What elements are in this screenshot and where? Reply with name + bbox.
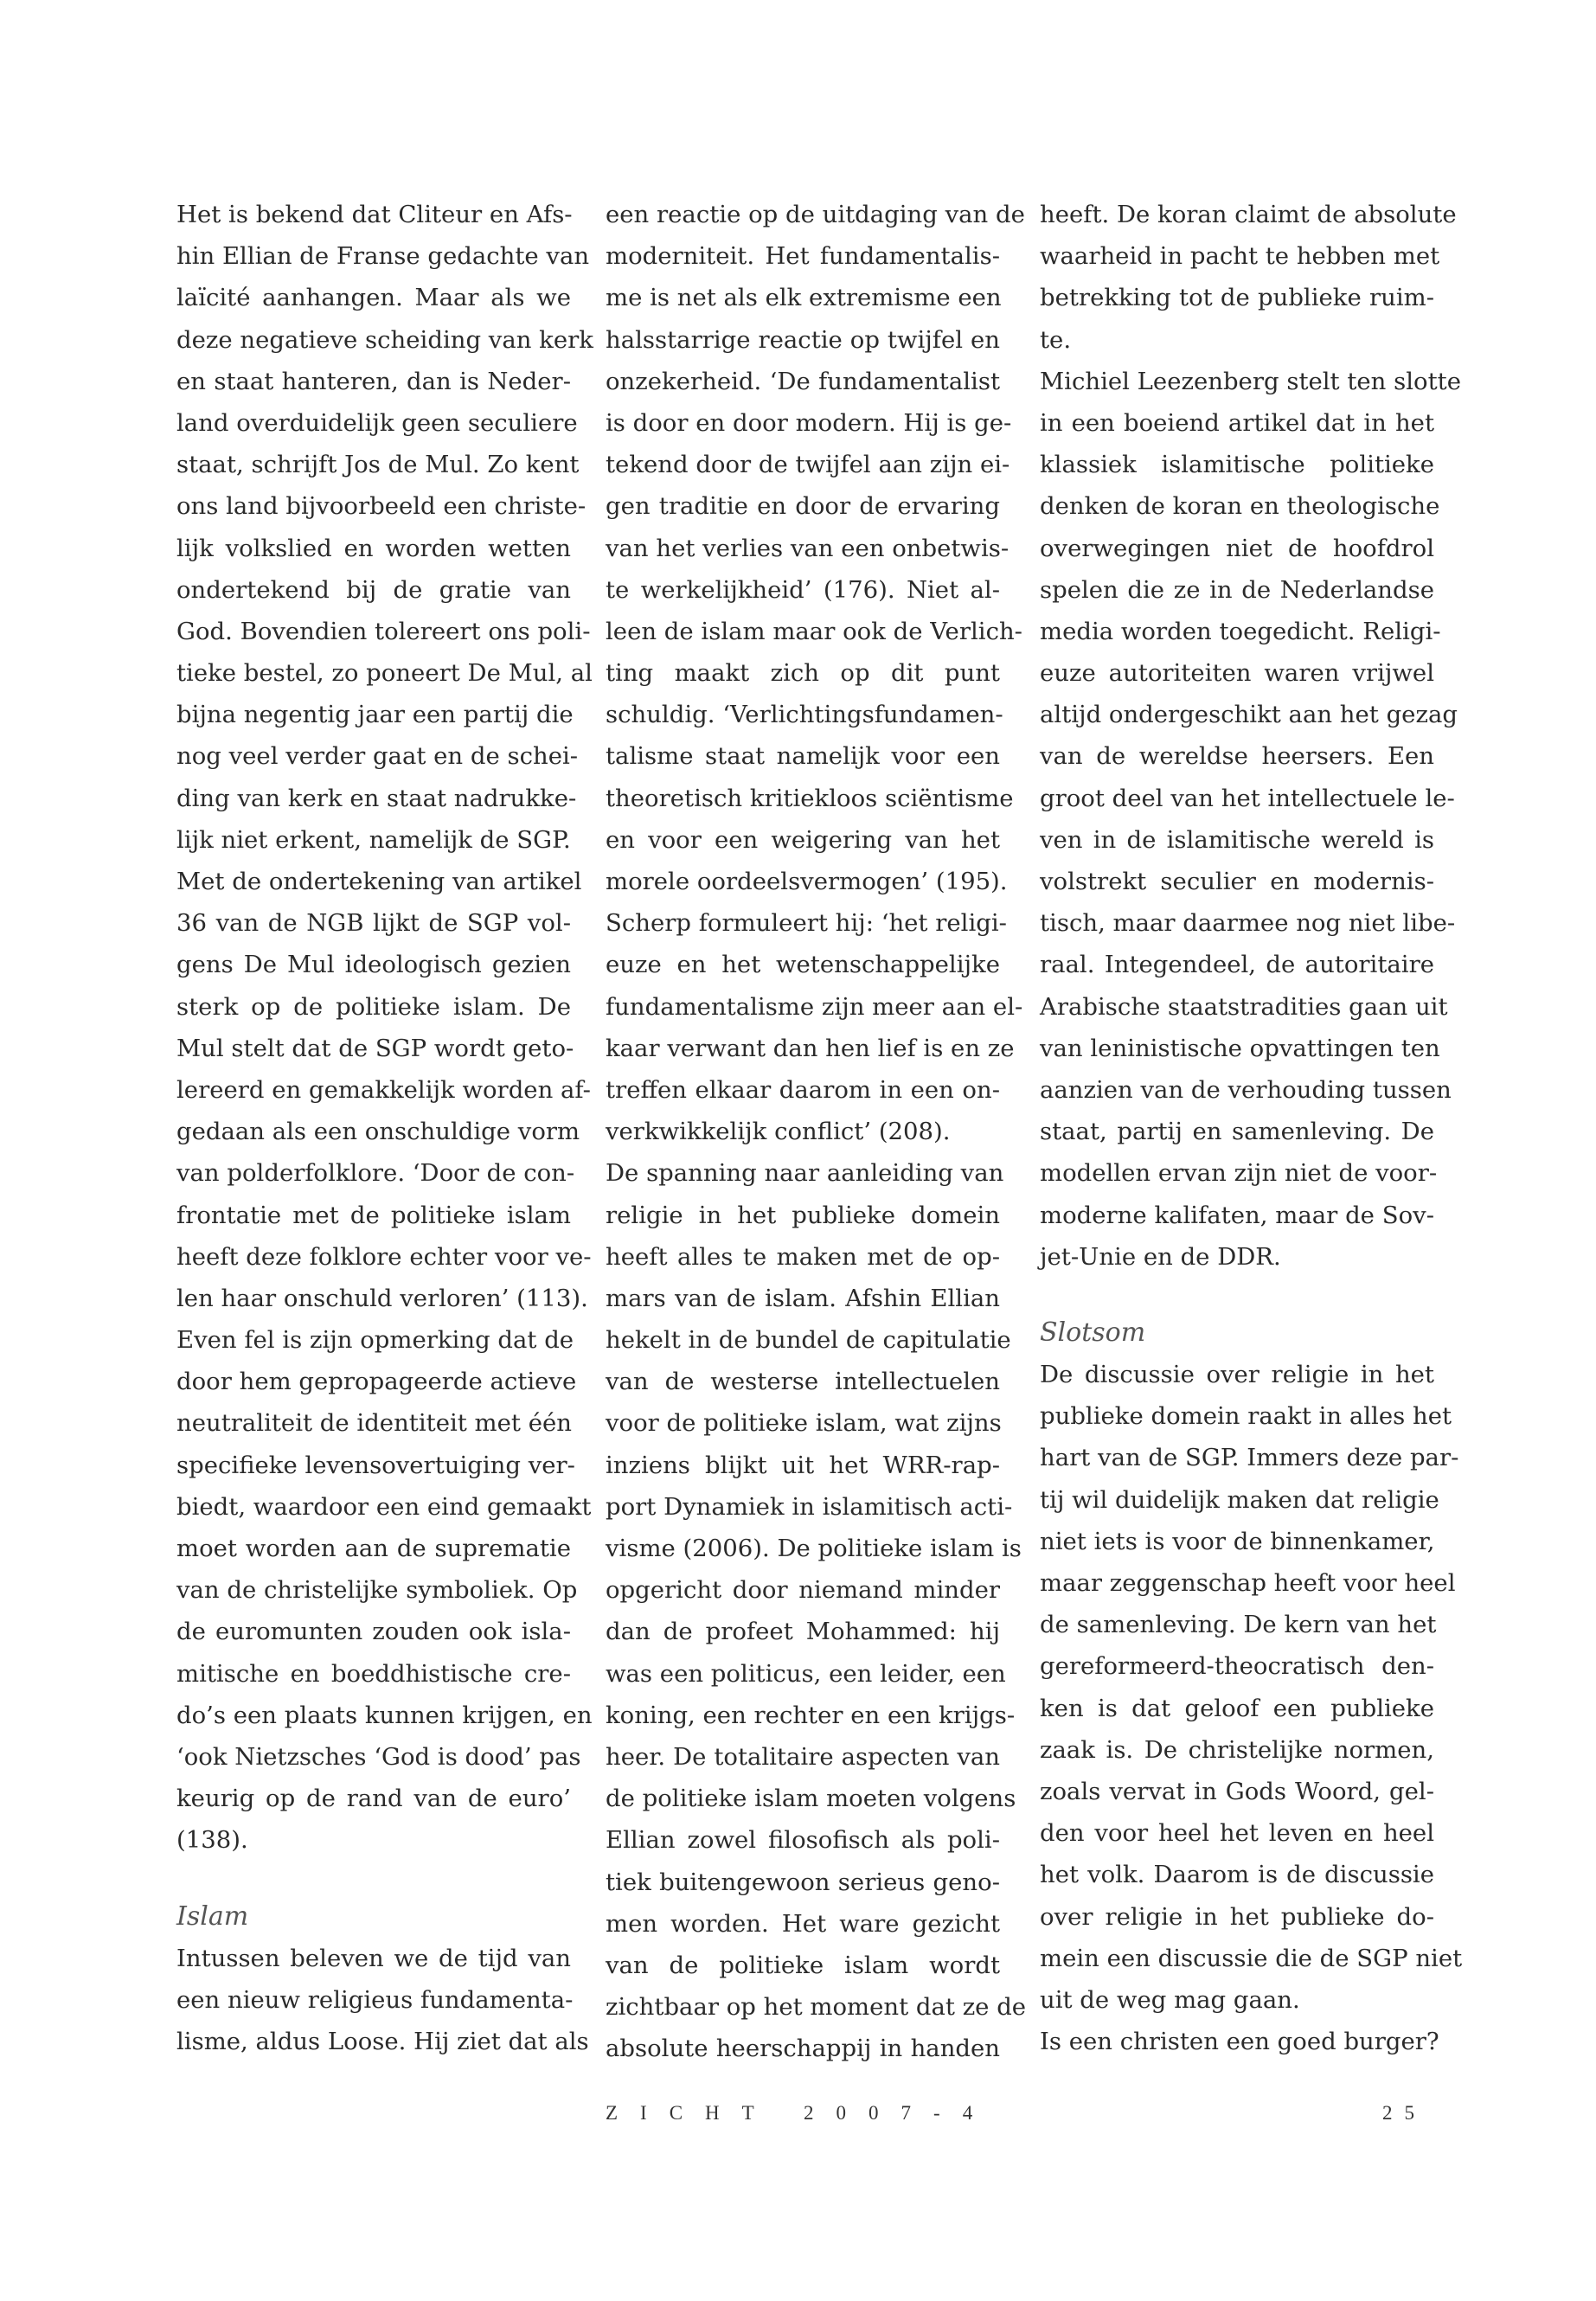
text-line: deze negatieve scheiding van kerk bbox=[176, 325, 593, 354]
text-line: heeft alles te maken met de op- bbox=[606, 1242, 1000, 1271]
paragraph bbox=[606, 1152, 1027, 2069]
text-line: Is een christen een goed burger? bbox=[1040, 2028, 1439, 2056]
text-line: ven in de islamitische wereld is bbox=[1040, 825, 1434, 854]
paragraph bbox=[176, 194, 593, 861]
text-line: van de christelijke symboliek. Op bbox=[176, 1576, 578, 1605]
text-line: te werkelijkheid’ (176). Niet al- bbox=[606, 575, 1000, 604]
text-line: van leninistische opvattingen ten bbox=[1040, 1034, 1440, 1062]
text-line: ondertekend bij de gratie van bbox=[176, 575, 571, 604]
text-line: over religie in het publieke do- bbox=[1040, 1902, 1434, 1931]
text-line: van het verlies van een onbetwis- bbox=[606, 534, 1010, 562]
text-line: lereerd en gemakkelijk worden af- bbox=[176, 1075, 591, 1104]
text-line: jet-Unie en de DDR. bbox=[1040, 1242, 1281, 1271]
text-line: onzekerheid. ‘De fundamentalist bbox=[606, 367, 1000, 395]
text-line: raal. Integendeel, de autoritaire bbox=[1040, 951, 1434, 979]
text-column-left bbox=[176, 194, 593, 2062]
text-line: de samenleving. De kern van het bbox=[1040, 1611, 1437, 1639]
section-heading: Slotsom bbox=[1040, 1317, 1146, 1348]
paragraph bbox=[176, 861, 593, 1862]
text-line: euze en het wetenschappelijke bbox=[606, 951, 1000, 979]
text-line: het volk. Daarom is de discussie bbox=[1040, 1861, 1434, 1889]
text-line: de politieke islam moeten volgens bbox=[606, 1785, 1016, 1813]
text-line: Michiel Leezenberg stelt ten slotte bbox=[1040, 367, 1461, 395]
text-line: maar zeggenschap heeft voor heel bbox=[1040, 1569, 1456, 1597]
text-line: frontatie met de politieke islam bbox=[176, 1201, 571, 1229]
text-line: hekelt in de bundel de capitulatie bbox=[606, 1326, 1011, 1355]
paragraph bbox=[1040, 361, 1461, 1278]
text-line: zichtbaar op het moment dat ze de bbox=[606, 1993, 1027, 2022]
text-line: opgericht door niemand minder bbox=[606, 1576, 1000, 1605]
text-line: Met de ondertekening van artikel bbox=[176, 868, 582, 895]
paragraph bbox=[176, 1938, 589, 2063]
text-line: een nieuw religieus fundamenta- bbox=[176, 1985, 574, 2014]
paragraph bbox=[1040, 1354, 1463, 2021]
text-line: mars van de islam. Afshin Ellian bbox=[606, 1284, 1000, 1312]
text-line: betrekking tot de publieke ruim- bbox=[1040, 284, 1434, 312]
text-line: Intussen beleven we de tijd van bbox=[176, 1944, 571, 1972]
text-line: denken de koran en theologische bbox=[1040, 492, 1440, 521]
paragraph bbox=[1040, 194, 1457, 361]
text-line: morele oordeelsvermogen’ (195). bbox=[606, 868, 1008, 895]
section-heading: Islam bbox=[176, 1900, 249, 1932]
text-line: Arabische staatstradities gaan uit bbox=[1040, 992, 1448, 1021]
text-line: neutraliteit de identiteit met één bbox=[176, 1409, 572, 1438]
text-line: 36 van de NGB lijkt de SGP vol- bbox=[176, 909, 571, 938]
text-line: kaar verwant dan hen lief is en ze bbox=[606, 1034, 1015, 1062]
text-line: (138). bbox=[176, 1826, 248, 1855]
text-line: sterk op de politieke islam. De bbox=[176, 992, 571, 1021]
text-line: ‘ook Nietzsches ‘God is dood’ pas bbox=[176, 1742, 581, 1771]
text-line: in een boeiend artikel dat in het bbox=[1040, 408, 1434, 437]
text-line: van de politieke islam wordt bbox=[606, 1951, 1000, 1979]
text-line: Het is bekend dat Cliteur en Afs- bbox=[176, 201, 573, 228]
text-line: is door en door modern. Hij is ge- bbox=[606, 408, 1012, 437]
text-line: moderne kalifaten, maar de Sov- bbox=[1040, 1201, 1434, 1229]
text-line: moet worden aan de suprematie bbox=[176, 1535, 571, 1562]
page-number: 25 bbox=[1382, 2102, 1426, 2124]
text-line: do’s een plaats kunnen krijgen, en bbox=[176, 1701, 593, 1729]
text-line: groot deel van het intellectuele le- bbox=[1040, 784, 1455, 812]
text-line: tij wil duidelijk maken dat religie bbox=[1040, 1485, 1439, 1514]
text-line: van de westerse intellectuelen bbox=[606, 1368, 1000, 1396]
text-line: en staat hanteren, dan is Neder- bbox=[176, 367, 571, 395]
text-line: euze autoriteiten waren vrijwel bbox=[1040, 659, 1434, 688]
text-line: me is net als elk extremisme een bbox=[606, 284, 1002, 312]
text-line: gen traditie en door de ervaring bbox=[606, 492, 1000, 521]
text-line: lisme, aldus Loose. Hij ziet dat als bbox=[176, 2028, 589, 2056]
text-line: gedaan als een onschuldige vorm bbox=[176, 1118, 580, 1146]
text-line: land overduidelijk geen seculiere bbox=[176, 408, 578, 437]
text-line: inziens blijkt uit het WRR-rap- bbox=[606, 1451, 1000, 1479]
text-line: nog veel verder gaat en de schei- bbox=[176, 742, 579, 771]
text-line: heer. De totalitaire aspecten van bbox=[606, 1742, 1000, 1771]
text-line: Mul stelt dat de SGP wordt geto- bbox=[176, 1034, 574, 1062]
text-line: den voor heel het leven en heel bbox=[1040, 1819, 1434, 1848]
text-line: Ellian zowel filosofisch als poli- bbox=[606, 1826, 1000, 1855]
text-line: modellen ervan zijn niet de voor- bbox=[1040, 1159, 1438, 1188]
text-line: biedt, waardoor een eind gemaakt bbox=[176, 1492, 592, 1521]
text-line: gens De Mul ideologisch gezien bbox=[176, 951, 571, 979]
text-line: niet iets is voor de binnenkamer, bbox=[1040, 1527, 1435, 1555]
text-line: tiek buitengewoon serieus geno- bbox=[606, 1868, 1000, 1896]
running-footer-journal: ZICHT 2007-4 bbox=[606, 2102, 996, 2124]
paragraph bbox=[606, 194, 1025, 1152]
text-line: ting maakt zich op dit punt bbox=[606, 659, 1000, 688]
text-line: staat, partij en samenleving. De bbox=[1040, 1118, 1434, 1146]
text-line: heeft deze folklore echter voor ve- bbox=[176, 1242, 592, 1271]
text-line: talisme staat namelijk voor een bbox=[606, 742, 1000, 771]
text-line: te. bbox=[1040, 325, 1072, 354]
text-line: ons land bijvoorbeeld een christe- bbox=[176, 492, 586, 521]
text-line: theoretisch kritiekloos sciëntisme bbox=[606, 784, 1014, 812]
text-line: overwegingen niet de hoofdrol bbox=[1040, 534, 1434, 562]
text-line: gereformeerd-theocratisch den- bbox=[1040, 1652, 1434, 1681]
text-line: waarheid in pacht te hebben met bbox=[1040, 242, 1440, 271]
text-line: ken is dat geloof een publieke bbox=[1040, 1694, 1434, 1722]
text-line: ding van kerk en staat nadrukke- bbox=[176, 784, 577, 812]
text-line: specifieke levensovertuiging ver- bbox=[176, 1451, 575, 1479]
text-line: treffen elkaar daarom in een on- bbox=[606, 1075, 1000, 1104]
text-line: hart van de SGP. Immers deze par- bbox=[1040, 1444, 1459, 1472]
text-line: lijk niet erkent, namelijk de SGP. bbox=[176, 825, 571, 854]
text-line: tisch, maar daarmee nog niet libe- bbox=[1040, 909, 1456, 938]
text-line: door hem gepropageerde actieve bbox=[176, 1368, 577, 1396]
text-line: zaak is. De christelijke normen, bbox=[1040, 1735, 1434, 1764]
text-line: heeft. De koran claimt de absolute bbox=[1040, 201, 1457, 228]
text-line: aanzien van de verhouding tussen bbox=[1040, 1075, 1452, 1104]
text-line: God. Bovendien tolereert ons poli- bbox=[176, 617, 591, 645]
text-line: De discussie over religie in het bbox=[1040, 1361, 1434, 1389]
text-line: publieke domein raakt in alles het bbox=[1040, 1402, 1452, 1431]
text-line: religie in het publieke domein bbox=[606, 1201, 1000, 1229]
text-line: de euromunten zouden ook isla- bbox=[176, 1618, 571, 1646]
text-line: en voor een weigering van het bbox=[606, 825, 1000, 854]
text-line: port Dynamiek in islamitisch acti- bbox=[606, 1492, 1013, 1521]
text-line: dan de profeet Mohammed: hij bbox=[606, 1618, 1000, 1646]
text-line: Scherp formuleert hij: ‘het religi- bbox=[606, 909, 1007, 938]
text-column-right bbox=[1040, 194, 1463, 2062]
text-line: media worden toegedicht. Religi- bbox=[1040, 617, 1441, 645]
text-line: bijna negentig jaar een partij die bbox=[176, 701, 574, 729]
text-line: altijd ondergeschikt aan het gezag bbox=[1040, 701, 1458, 729]
text-line: uit de weg mag gaan. bbox=[1040, 1985, 1300, 2014]
text-line: van de wereldse heersers. Een bbox=[1040, 742, 1434, 771]
text-line: len haar onschuld verloren’ (113). bbox=[176, 1284, 588, 1312]
text-line: tekend door de twijfel aan zijn ei- bbox=[606, 451, 1010, 479]
text-column-middle bbox=[606, 194, 1027, 2069]
text-line: halsstarrige reactie op twijfel en bbox=[606, 325, 1000, 354]
text-line: van polderfolklore. ‘Door de con- bbox=[176, 1159, 575, 1188]
paragraph bbox=[1040, 2021, 1439, 2062]
text-line: mein een discussie die de SGP niet bbox=[1040, 1944, 1463, 1972]
text-line: volstrekt seculier en modernis- bbox=[1040, 868, 1434, 895]
text-line: fundamentalisme zijn meer aan el- bbox=[606, 992, 1023, 1021]
text-line: staat, schrijft Jos de Mul. Zo kent bbox=[176, 451, 580, 479]
text-line: was een politicus, een leider, een bbox=[606, 1659, 1006, 1688]
text-line: verkwikkelijk conflict’ (208). bbox=[606, 1118, 951, 1146]
text-line: hin Ellian de Franse gedachte van bbox=[176, 242, 590, 271]
text-line: een reactie op de uitdaging van de bbox=[606, 201, 1025, 228]
text-line: lijk volkslied en worden wetten bbox=[176, 534, 571, 562]
text-line: leen de islam maar ook de Verlich- bbox=[606, 617, 1022, 645]
text-line: De spanning naar aanleiding van bbox=[606, 1159, 1004, 1188]
text-line: absolute heerschappij in handen bbox=[606, 2035, 1000, 2063]
text-line: men worden. Het ware gezicht bbox=[606, 1909, 1000, 1938]
text-line: visme (2006). De politieke islam is bbox=[606, 1535, 1022, 1562]
text-line: schuldig. ‘Verlichtingsfundamen- bbox=[606, 701, 1003, 729]
text-line: koning, een rechter en een krijgs- bbox=[606, 1701, 1016, 1729]
text-line: zoals vervat in Gods Woord, gel- bbox=[1040, 1777, 1434, 1805]
text-line: spelen die ze in de Nederlandse bbox=[1040, 575, 1434, 604]
text-line: klassiek islamitische politieke bbox=[1040, 451, 1434, 479]
text-line: moderniteit. Het fundamentalis- bbox=[606, 242, 1000, 271]
text-line: voor de politieke islam, wat zijns bbox=[606, 1409, 1002, 1438]
text-line: tieke bestel, zo poneert De Mul, al bbox=[176, 659, 593, 688]
text-line: mitische en boeddhistische cre- bbox=[176, 1659, 571, 1688]
text-line: Even fel is zijn opmerking dat de bbox=[176, 1326, 574, 1355]
text-line: keurig op de rand van de euro’ bbox=[176, 1785, 571, 1813]
text-line: laïcité aanhangen. Maar als we bbox=[176, 284, 571, 312]
